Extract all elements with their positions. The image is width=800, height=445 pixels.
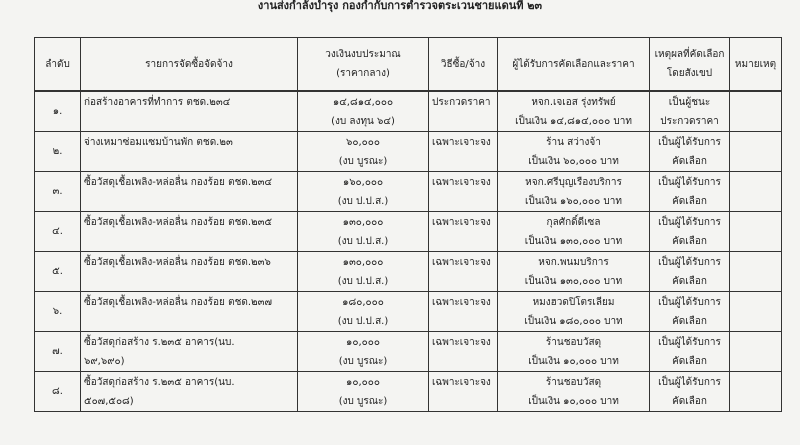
- row-winner: [498, 252, 650, 292]
- row-winner-price: เป็นเงิน ๑๓๐,๐๐๐ บาท: [524, 235, 623, 247]
- row-winner-price: เป็นเงิน ๖๐,๐๐๐ บาท: [528, 155, 619, 167]
- row-item-line2: [84, 272, 294, 291]
- row-reason-line1: เป็นผู้ได้รับการ: [658, 296, 721, 308]
- row-winner: [498, 372, 650, 412]
- row-budget-amount: ๑๓๐,๐๐๐: [342, 256, 384, 268]
- row-number: [35, 252, 81, 292]
- table-row: [35, 292, 782, 332]
- row-method-text: เฉพาะเจาะจง: [432, 176, 491, 188]
- row-budget: [298, 332, 429, 372]
- row-reason: [650, 292, 730, 332]
- row-method: [429, 172, 498, 212]
- row-number-text: ๑.: [52, 106, 63, 117]
- row-item-line1: ซื้อวัสดุเชื้อเพลิง-หล่อลื่น กองร้อย ตชด.๒๓๔: [84, 176, 273, 188]
- header-note: หมายเหตุ: [730, 38, 782, 91]
- row-item-line2: [84, 112, 294, 131]
- row-reason-line2: คัดเลือก: [672, 355, 707, 367]
- row-budget-amount: ๑๐,๐๐๐: [346, 376, 380, 388]
- row-budget-amount: ๑๐,๐๐๐: [346, 336, 380, 348]
- row-budget: [298, 132, 429, 172]
- row-note: [730, 212, 782, 252]
- row-budget-amount: ๖๐,๐๐๐: [346, 136, 380, 148]
- row-budget: [298, 172, 429, 212]
- row-budget: [298, 372, 429, 412]
- row-reason: [650, 172, 730, 212]
- table-body: [35, 92, 782, 412]
- row-number: [35, 372, 81, 412]
- header-winner: ผู้ได้รับการคัดเลือกและราคา: [498, 38, 650, 91]
- row-budget-source: (งบ บูรณะ): [338, 355, 388, 367]
- table-row: [35, 92, 782, 132]
- row-method: [429, 292, 498, 332]
- row-winner-price: เป็นเงิน ๑๓๐,๐๐๐ บาท: [524, 275, 623, 287]
- table-row: [35, 212, 782, 252]
- row-reason-line2: คัดเลือก: [672, 395, 707, 407]
- row-reason-line1: เป็นผู้ชนะ: [668, 96, 711, 108]
- row-item-line1: จ่างเหมาซ่อมแซมบ้านพัก ตชด.๒๓: [84, 136, 233, 148]
- row-item-line1: ซื้อวัสดุก่อสร้าง ร.๒๓๕ อาคาร(นบ.: [84, 376, 235, 388]
- row-item-line2: [84, 232, 294, 251]
- header-no: ลำดับ: [35, 38, 81, 91]
- row-item: [81, 292, 298, 332]
- row-winner: [498, 132, 650, 172]
- row-item: [81, 212, 298, 252]
- row-reason-line2: คัดเลือก: [672, 315, 707, 327]
- row-winner-price: เป็นเงิน ๑๔,๘๑๔,๐๐๐ บาท: [515, 115, 632, 127]
- row-reason-line2: คัดเลือก: [672, 235, 707, 247]
- header-item: รายการจัดซื้อจัดจ้าง: [81, 38, 298, 91]
- row-item-line2: [84, 152, 294, 171]
- row-number-text: ๒.: [52, 146, 63, 157]
- row-note: [730, 132, 782, 172]
- row-number-text: ๕.: [52, 266, 63, 277]
- table-row: [35, 252, 782, 292]
- row-method: [429, 212, 498, 252]
- row-method: [429, 92, 498, 132]
- row-winner-price: เป็นเงิน ๑๖๐,๐๐๐ บาท: [525, 195, 622, 207]
- row-winner-name: ร้านชอบวัสดุ: [545, 336, 602, 348]
- row-reason: [650, 132, 730, 172]
- row-budget-amount: ๑๓๐,๐๐๐: [342, 216, 384, 228]
- row-item-line2: [84, 192, 294, 211]
- header-reason-line2: โดยสังเขป: [666, 68, 713, 79]
- row-item: [81, 92, 298, 132]
- row-winner: [498, 92, 650, 132]
- row-number-text: ๗.: [52, 346, 63, 357]
- row-budget: [298, 212, 429, 252]
- row-winner-name: หจก.พนมบริการ: [538, 256, 609, 268]
- row-number-text: ๓.: [52, 186, 63, 197]
- row-item-line2: ๖๙,๖๙๐): [84, 355, 125, 367]
- row-budget-amount: ๑๖๐,๐๐๐: [342, 176, 384, 188]
- row-item: [81, 132, 298, 172]
- row-method: [429, 332, 498, 372]
- row-reason-line1: เป็นผู้ได้รับการ: [658, 336, 721, 348]
- row-reason-line1: เป็นผู้ได้รับการ: [658, 256, 721, 268]
- row-budget: [298, 292, 429, 332]
- row-winner-name: ร้าน สว่างจ้า: [546, 136, 601, 148]
- header-reason: [650, 38, 730, 91]
- row-number-text: ๖.: [52, 306, 63, 317]
- row-budget-source: (งบ ป.ป.ส.): [337, 195, 389, 207]
- header-method: วิธีซื้อ/จ้าง: [429, 38, 498, 91]
- row-note: [730, 332, 782, 372]
- row-method: [429, 372, 498, 412]
- row-budget-source: (งบ ลงทุน ๖๔): [331, 115, 395, 127]
- row-item-line1: ซื้อวัสดุเชื้อเพลิง-หล่อลื่น กองร้อย ตชด.๒๓๗: [84, 296, 272, 308]
- row-item: [81, 332, 298, 372]
- row-reason: [650, 372, 730, 412]
- row-budget-source: (งบ ป.ป.ส.): [337, 275, 389, 287]
- table-row: [35, 132, 782, 172]
- page-title: งานส่งกำลังบำรุง กองกำกับการตำรวจตระเวนชายแดนที่ ๒๓: [257, 0, 543, 12]
- row-reason: [650, 212, 730, 252]
- row-note: [730, 92, 782, 132]
- procurement-table: [34, 37, 782, 412]
- row-winner-name: ร้านชอบวัสดุ: [545, 376, 602, 388]
- row-budget-source: (งบ บูรณะ): [338, 395, 388, 407]
- row-method-text: เฉพาะเจาะจง: [432, 296, 491, 308]
- row-number: [35, 172, 81, 212]
- row-reason-line2: ประกวดราคา: [660, 115, 719, 127]
- row-reason: [650, 332, 730, 372]
- row-winner-name: กุลศักดิ์ดีเซล: [546, 216, 601, 228]
- table-row: [35, 372, 782, 412]
- header-budget: [298, 38, 429, 91]
- row-item-line1: ซื้อวัสดุเชื้อเพลิง-หล่อลื่น กองร้อย ตชด.๒๓๖: [84, 256, 271, 268]
- header-budget-line2: (ราคากลาง): [336, 68, 390, 79]
- row-reason-line2: คัดเลือก: [672, 195, 707, 207]
- row-budget-source: (งบ บูรณะ): [338, 155, 388, 167]
- row-item-line1: ก่อสร้างอาคารที่ทำการ ตชด.๒๓๔: [84, 96, 231, 108]
- row-reason-line1: เป็นผู้ได้รับการ: [658, 376, 721, 388]
- row-winner-name: หมงฮวดปิโตรเลียม: [532, 296, 615, 308]
- row-number-text: ๘.: [52, 386, 63, 397]
- row-number-text: ๔.: [52, 226, 63, 237]
- row-method-text: เฉพาะเจาะจง: [432, 376, 491, 388]
- row-number: [35, 132, 81, 172]
- row-reason-line2: คัดเลือก: [672, 275, 707, 287]
- row-note: [730, 252, 782, 292]
- row-reason: [650, 252, 730, 292]
- row-item: [81, 252, 298, 292]
- row-number: [35, 332, 81, 372]
- row-method: [429, 252, 498, 292]
- row-method-text: เฉพาะเจาะจง: [432, 136, 491, 148]
- row-reason: [650, 92, 730, 132]
- row-item-line2: [84, 312, 294, 331]
- row-reason-line1: เป็นผู้ได้รับการ: [658, 136, 721, 148]
- row-winner-price: เป็นเงิน ๑๐,๐๐๐ บาท: [528, 395, 619, 407]
- header-budget-line1: วงเงินงบประมาณ: [325, 49, 401, 60]
- row-note: [730, 292, 782, 332]
- row-note: [730, 172, 782, 212]
- row-number: [35, 292, 81, 332]
- row-winner: [498, 172, 650, 212]
- row-method-text: เฉพาะเจาะจง: [432, 336, 491, 348]
- row-item: [81, 372, 298, 412]
- row-budget: [298, 92, 429, 132]
- row-budget-amount: ๑๔,๘๑๔,๐๐๐: [332, 96, 394, 108]
- table-row: [35, 332, 782, 372]
- row-item-line1: ซื้อวัสดุเชื้อเพลิง-หล่อลื่น กองร้อย ตชด.๒๓๕: [84, 216, 273, 228]
- header-reason-line1: เหตุผลที่คัดเลือก: [654, 49, 725, 60]
- row-winner-price: เป็นเงิน ๑๘๐,๐๐๐ บาท: [524, 315, 623, 327]
- row-item-line2: ๕๐๗,๕๐๘): [84, 395, 134, 407]
- row-method-text: ประกวดราคา: [432, 96, 491, 108]
- row-method-text: เฉพาะเจาะจง: [432, 256, 491, 268]
- row-budget-source: (งบ ป.ป.ส.): [337, 315, 389, 327]
- row-budget-amount: ๑๘๐,๐๐๐: [342, 296, 384, 308]
- row-winner: [498, 332, 650, 372]
- row-winner: [498, 292, 650, 332]
- row-budget: [298, 252, 429, 292]
- row-reason-line1: เป็นผู้ได้รับการ: [658, 216, 721, 228]
- row-winner-name: หจก.ศรีบุญเรืองบริการ: [525, 176, 622, 188]
- row-method-text: เฉพาะเจาะจง: [432, 216, 491, 228]
- table-header-row: [35, 38, 782, 91]
- row-item: [81, 172, 298, 212]
- row-number: [35, 212, 81, 252]
- row-note: [730, 372, 782, 412]
- row-reason-line1: เป็นผู้ได้รับการ: [658, 176, 721, 188]
- row-item-line1: ซื้อวัสดุก่อสร้าง ร.๒๓๕ อาคาร(นบ.: [84, 336, 235, 348]
- row-number: [35, 92, 81, 132]
- row-winner-price: เป็นเงิน ๑๐,๐๐๐ บาท: [528, 355, 619, 367]
- row-winner-name: หจก.เจเอส รุ่งทรัพย์: [531, 96, 616, 108]
- row-method: [429, 132, 498, 172]
- row-winner: [498, 212, 650, 252]
- table-row: [35, 172, 782, 212]
- row-budget-source: (งบ ป.ป.ส.): [337, 235, 389, 247]
- row-reason-line2: คัดเลือก: [672, 155, 707, 167]
